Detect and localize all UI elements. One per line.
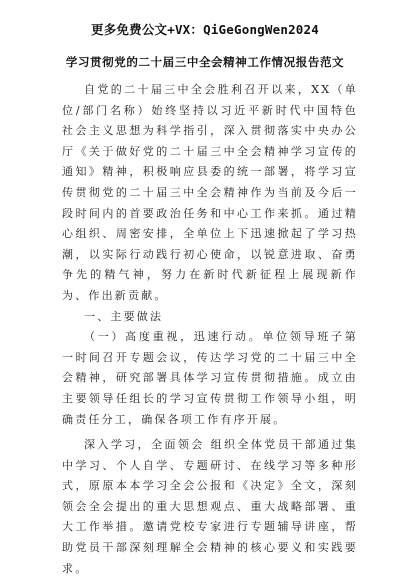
section-heading: 一、主要做法	[84, 309, 164, 323]
sub-paragraph-2: 深入学习，全面领会 组织全体党员干部通过集中学习、个人自学、专题研讨、在线学习等多种形式，原原本本学习全会公报和《决定》全文，深刻领会全会提出的重大思想观点、重大战略部署、重大工作举措。邀请党校专家进行专题辅导讲座，帮助党员干部深刻理解全会精神的核心要义和实践要求。	[62, 438, 358, 575]
document-title: 学习贯彻党的二十届三中全会精神工作情况报告范文	[65, 55, 345, 69]
promo-header: 更多免费公文+VX：QiGeGongWen2024	[91, 22, 319, 37]
intro-paragraph: 自党的二十届三中全会胜利召开以来，XX（单位/部门名称）始终坚持以习近平新时代中国特色社会主义思想为科学指引，深入贯彻落实中央办公厅《关于做好党的二十届三中全会精神学习宣传的通知》精神，积极响应县委的统一部署，将学习宣传贯彻党的二十届三中全会精神作为当前及今后一段时间内的首要政治任务和中心工作来抓。通过精心组织、周密安排，全单位上下迅速掀起了学习热潮，以实际行动践行初心使命，以锐意进取、奋勇争先的精气神，努力在新时代新征程上展现新作为、作出新贡献。	[62, 83, 358, 302]
document-body	[62, 80, 358, 579]
sub-paragraph-1: （一）高度重视，迅速行动。单位领导班子第一时间召开专题会议，传达学习党的二十届三中全会精神，研究部署具体学习宣传贯彻措施。成立由主要领导任组长的学习宣传贯彻工作领导小组，明确责任分工，确保各项工作有序开展。	[62, 330, 358, 426]
